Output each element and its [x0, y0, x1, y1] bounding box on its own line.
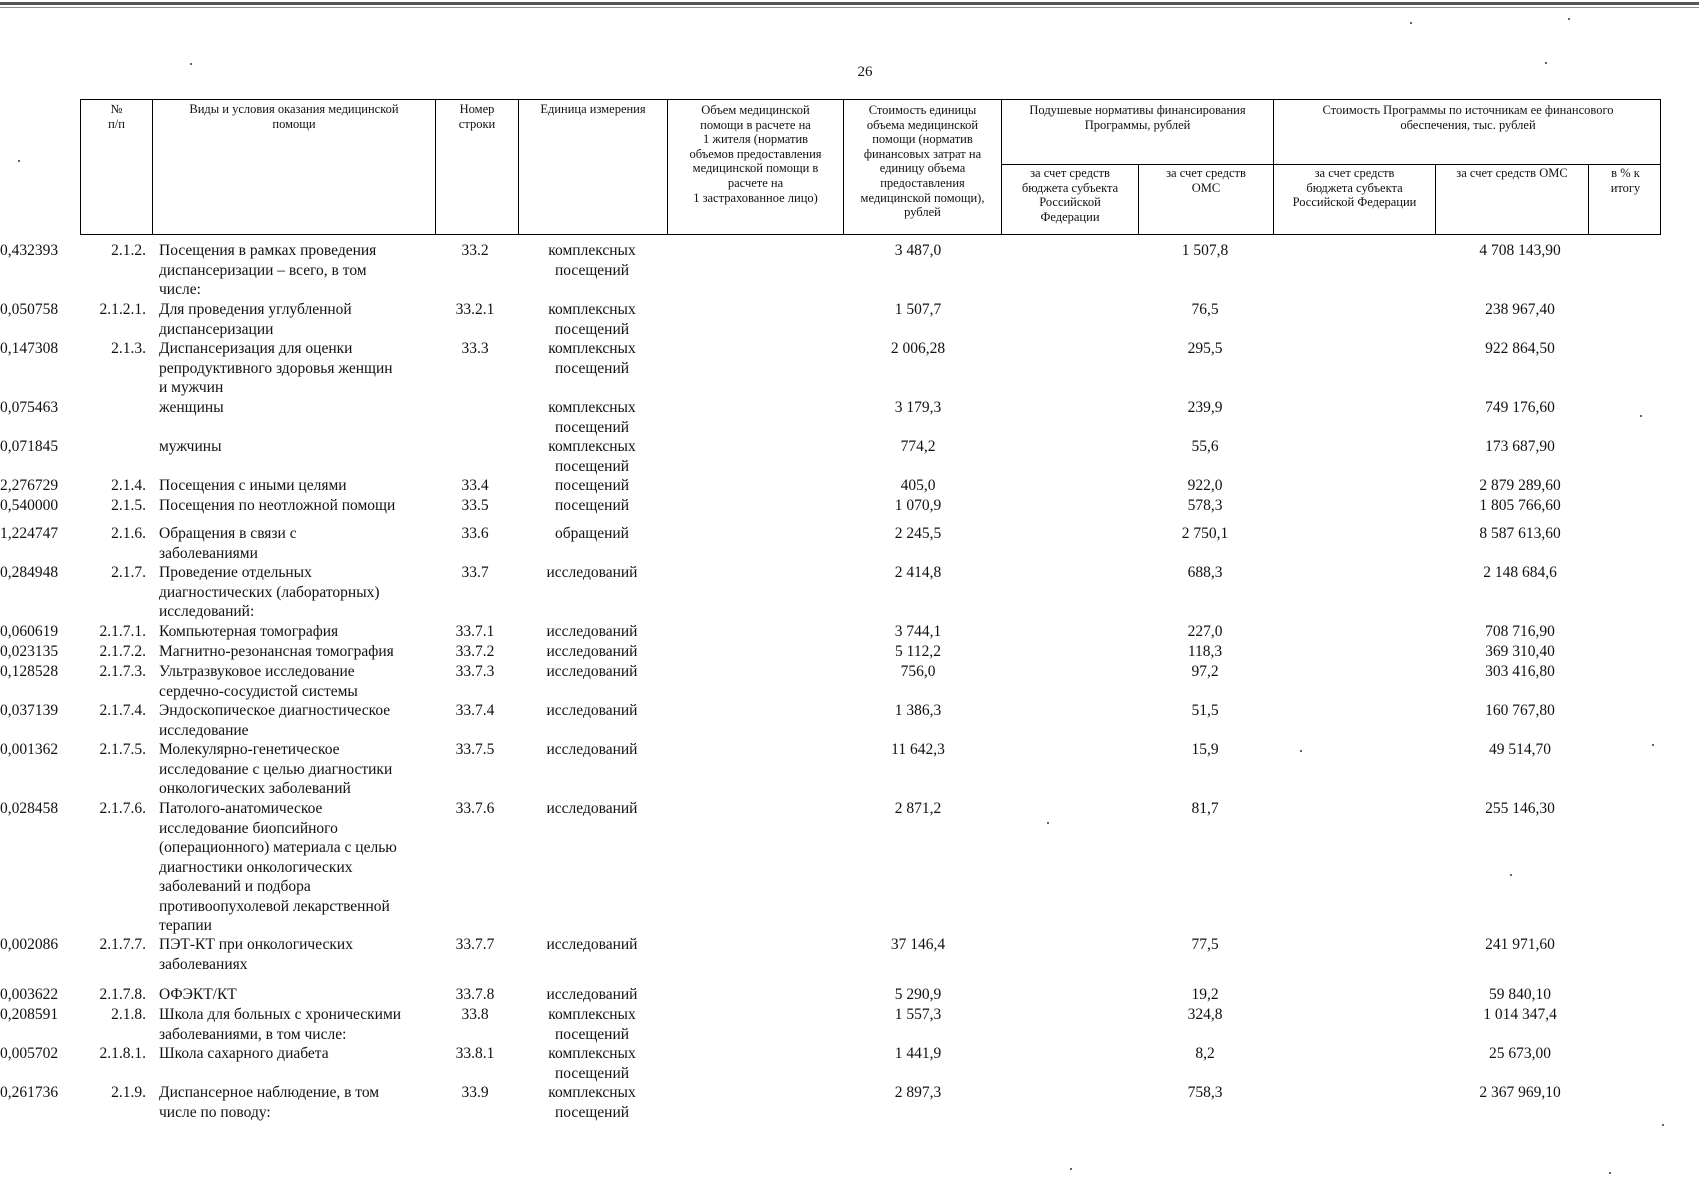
- row-unit-cost: 1 070,9: [894, 497, 942, 514]
- row-program-oms: 238 967,40: [1485, 301, 1555, 318]
- scan-speck: [1545, 62, 1547, 64]
- row-name: ПЭТ-КТ при онкологических заболеваниях: [159, 936, 353, 973]
- row-volume: 0,128528: [0, 663, 59, 680]
- row-number: 2.1.2.1.: [99, 301, 146, 318]
- row-number: 2.1.6.: [111, 525, 146, 542]
- row-name: Посещения с иными целями: [159, 477, 347, 494]
- row-number: 2.1.7.: [111, 564, 146, 581]
- row-per-capita-oms: 19,2: [1191, 986, 1219, 1003]
- row-unit-cost: 3 487,0: [894, 242, 942, 259]
- scan-speck: [1609, 1172, 1611, 1174]
- row-line-number: 33.4: [461, 477, 489, 494]
- row-per-capita-oms: 688,3: [1187, 564, 1223, 581]
- row-volume: 0,003622: [0, 986, 59, 1003]
- row-volume: 0,050758: [0, 301, 59, 318]
- row-number: 2.1.7.2.: [99, 643, 146, 660]
- row-line-number: 33.7.3: [455, 663, 495, 680]
- row-name: Диспансерное наблюдение, в том числе по поводу:: [159, 1084, 380, 1121]
- row-per-capita-oms: 55,6: [1191, 438, 1219, 455]
- scan-speck: [1070, 1168, 1072, 1170]
- row-program-oms: 49 514,70: [1489, 741, 1551, 758]
- row-unit-cost: 11 642,3: [891, 741, 945, 758]
- header-unit: Единица измерения: [540, 102, 646, 116]
- row-program-oms: 922 864,50: [1485, 340, 1555, 357]
- header-per-capita: Подушевые нормативы финансирования Программы, рублей: [1029, 103, 1246, 132]
- scan-speck: [1300, 750, 1302, 752]
- row-number: 2.1.8.1.: [99, 1045, 146, 1062]
- row-program-oms: 255 146,30: [1485, 800, 1555, 817]
- row-unit-cost: 2 871,2: [894, 800, 942, 817]
- row-unit: исследований: [546, 643, 638, 660]
- row-name: Обращения в связи с заболеваниями: [159, 525, 297, 562]
- row-unit: исследований: [546, 564, 638, 581]
- header-volume: Объем медицинской помощи в расчете на 1 жителя (норматив объемов предоставления медицинской помощи в расчете на 1 застрахованное лицо): [689, 103, 822, 205]
- header-per-capita-oms: за счет средств ОМС: [1166, 166, 1246, 195]
- row-line-number: 33.7.2: [455, 643, 495, 660]
- row-number: 2.1.7.3.: [99, 663, 146, 680]
- row-unit: исследований: [546, 623, 638, 640]
- row-program-oms: 2 879 289,60: [1479, 477, 1561, 494]
- row-program-oms: 749 176,60: [1485, 399, 1555, 416]
- row-unit-cost: 2 006,28: [890, 340, 946, 357]
- row-unit: исследований: [546, 663, 638, 680]
- row-per-capita-oms: 77,5: [1191, 936, 1219, 953]
- row-volume: 0,208591: [0, 1006, 59, 1023]
- row-unit-cost: 2 897,3: [894, 1084, 942, 1101]
- row-name: Компьютерная томография: [159, 623, 339, 640]
- row-unit: исследований: [546, 936, 638, 953]
- row-unit: комплексных посещений: [548, 399, 636, 436]
- row-unit-cost: 3 179,3: [894, 399, 942, 416]
- row-unit: комплексных посещений: [548, 1006, 636, 1043]
- row-number: 2.1.7.8.: [99, 986, 146, 1003]
- row-program-oms: 173 687,90: [1485, 438, 1555, 455]
- row-number: 2.1.3.: [111, 340, 146, 357]
- row-per-capita-oms: 578,3: [1187, 497, 1223, 514]
- row-name: ОФЭКТ/КТ: [159, 986, 237, 1003]
- row-program-oms: 1 014 347,4: [1483, 1006, 1557, 1023]
- header-program-budget: за счет средств бюджета субъекта Российской Федерации: [1292, 166, 1417, 210]
- row-line-number: 33.7.7: [455, 936, 495, 953]
- row-number: 2.1.7.1.: [99, 623, 146, 640]
- row-unit: комплексных посещений: [548, 340, 636, 377]
- row-per-capita-oms: 922,0: [1187, 477, 1223, 494]
- row-unit-cost: 5 112,2: [895, 643, 941, 660]
- row-per-capita-oms: 324,8: [1187, 1006, 1223, 1023]
- row-volume: 0,002086: [0, 936, 59, 953]
- row-volume: 0,147308: [0, 340, 59, 357]
- row-unit: комплексных посещений: [548, 1045, 636, 1082]
- row-name: Эндоскопическое диагностическое исследование: [159, 702, 391, 739]
- row-name: Молекулярно-генетическое исследование с целью диагностики онкологических заболеваний: [159, 741, 393, 797]
- row-name: Ультразвуковое исследование сердечно-сосудистой системы: [159, 663, 358, 700]
- row-program-oms: 369 310,40: [1485, 643, 1555, 660]
- row-program-oms: 160 767,80: [1485, 702, 1555, 719]
- row-name: Посещения в рамках проведения диспансеризации – всего, в том числе:: [159, 242, 377, 298]
- row-unit-cost: 1 557,3: [894, 1006, 942, 1023]
- row-program-oms: 25 673,00: [1489, 1045, 1551, 1062]
- row-number: 2.1.9.: [111, 1084, 146, 1101]
- row-volume: 0,037139: [0, 702, 59, 719]
- row-name: Диспансеризация для оценки репродуктивного здоровья женщин и мужчин: [159, 340, 393, 396]
- page-number: 26: [857, 64, 873, 80]
- row-program-oms: 4 708 143,90: [1479, 242, 1561, 259]
- scan-speck: [1410, 22, 1412, 24]
- row-program-oms: 8 587 613,60: [1479, 525, 1561, 542]
- row-unit-cost: 5 290,9: [894, 986, 942, 1003]
- row-number: 2.1.2.: [111, 242, 146, 259]
- row-program-oms: 708 716,90: [1485, 623, 1555, 640]
- header-subdivider: [1001, 164, 1661, 165]
- header-kind: Виды и условия оказания медицинской помощи: [189, 102, 399, 131]
- header-num: № п/п: [108, 102, 125, 131]
- row-per-capita-oms: 15,9: [1191, 741, 1219, 758]
- row-unit: посещений: [554, 477, 630, 494]
- row-per-capita-oms: 81,7: [1191, 800, 1219, 817]
- row-line-number: 33.7.6: [455, 800, 495, 817]
- row-volume: 0,261736: [0, 1084, 59, 1101]
- row-per-capita-oms: 51,5: [1191, 702, 1219, 719]
- row-volume: 2,276729: [0, 477, 59, 494]
- row-per-capita-oms: 295,5: [1187, 340, 1223, 357]
- row-line-number: 33.2.1: [455, 301, 495, 318]
- row-volume: 1,224747: [0, 525, 59, 542]
- row-unit-cost: 37 146,4: [890, 936, 946, 953]
- row-program-oms: 1 805 766,60: [1479, 497, 1561, 514]
- row-name: мужчины: [159, 438, 222, 455]
- row-line-number: 33.3: [461, 340, 489, 357]
- row-unit: исследований: [546, 800, 638, 817]
- row-name: Школа для больных с хроническими заболеваниями, в том числе:: [159, 1006, 402, 1043]
- row-program-oms: 2 148 684,6: [1483, 564, 1557, 581]
- header-line: Номер строки: [458, 102, 496, 131]
- row-per-capita-oms: 118,3: [1187, 643, 1223, 660]
- scan-speck: [190, 63, 192, 65]
- row-line-number: 33.7: [461, 564, 489, 581]
- row-number: 2.1.7.4.: [99, 702, 146, 719]
- row-per-capita-oms: 227,0: [1187, 623, 1223, 640]
- row-number: 2.1.7.7.: [99, 936, 146, 953]
- row-unit: обращений: [555, 525, 629, 542]
- row-unit-cost: 2 414,8: [894, 564, 942, 581]
- row-number: 2.1.4.: [111, 477, 146, 494]
- header-per-capita-budget: за счет средств бюджета субъекта Российской Федерации: [1021, 166, 1119, 224]
- row-line-number: 33.8: [461, 1006, 489, 1023]
- row-volume: 0,540000: [0, 497, 59, 514]
- row-line-number: 33.7.8: [455, 986, 495, 1003]
- row-unit-cost: 405,0: [900, 477, 936, 494]
- row-line-number: 33.7.5: [455, 741, 495, 758]
- row-program-oms: 241 971,60: [1485, 936, 1555, 953]
- row-name: женщины: [159, 399, 224, 416]
- row-per-capita-oms: 76,5: [1191, 301, 1219, 318]
- header-program-pct: в % к итогу: [1610, 166, 1641, 195]
- row-line-number: 33.8.1: [455, 1045, 495, 1062]
- row-line-number: 33.2: [461, 242, 489, 259]
- header-cost: Стоимость единицы объема медицинской помощи (норматив финансовых затрат на единицу объема предоставления медицинской помощи), рублей: [860, 103, 985, 220]
- row-line-number: 33.5: [461, 497, 489, 514]
- scan-speck: [1047, 822, 1049, 824]
- scan-border-top-thin: [0, 7, 1699, 8]
- row-name: Посещения по неотложной помощи: [159, 497, 396, 514]
- row-line-number: 33.7.4: [455, 702, 495, 719]
- row-unit-cost: 756,0: [900, 663, 936, 680]
- row-volume: 0,028458: [0, 800, 59, 817]
- row-unit-cost: 3 744,1: [894, 623, 942, 640]
- row-unit: комплексных посещений: [548, 1084, 636, 1121]
- row-volume: 0,284948: [0, 564, 59, 581]
- row-per-capita-oms: 97,2: [1191, 663, 1219, 680]
- row-number: 2.1.7.6.: [99, 800, 146, 817]
- row-unit: исследований: [546, 702, 638, 719]
- row-number: 2.1.5.: [111, 497, 146, 514]
- row-unit-cost: 1 507,7: [894, 301, 942, 318]
- row-unit-cost: 1 441,9: [894, 1045, 942, 1062]
- row-name: Магнитно-резонансная томография: [159, 643, 394, 660]
- row-number: 2.1.7.5.: [99, 741, 146, 758]
- scan-speck: [1640, 415, 1642, 417]
- row-per-capita-oms: 2 750,1: [1181, 525, 1229, 542]
- row-per-capita-oms: 758,3: [1187, 1084, 1223, 1101]
- row-line-number: 33.7.1: [455, 623, 495, 640]
- row-name: Проведение отдельных диагностических (лабораторных) исследований:: [159, 564, 380, 620]
- scan-speck: [1568, 18, 1570, 20]
- row-line-number: 33.9: [461, 1084, 489, 1101]
- row-volume: 0,071845: [0, 438, 59, 455]
- row-per-capita-oms: 1 507,8: [1181, 242, 1229, 259]
- row-name: Для проведения углубленной диспансеризации: [159, 301, 352, 338]
- scan-speck: [1662, 1124, 1664, 1126]
- row-unit-cost: 1 386,3: [894, 702, 942, 719]
- row-per-capita-oms: 8,2: [1195, 1045, 1215, 1062]
- row-unit: исследований: [546, 741, 638, 758]
- row-program-oms: 59 840,10: [1489, 986, 1551, 1003]
- row-name: Патолого-анатомическое исследование биопсийного (операционного) материала с целью диагностики онкологических заболеваний и подбора противоопухолевой лекарственной терапии: [159, 800, 397, 934]
- table-header: [80, 99, 1661, 235]
- row-name: Школа сахарного диабета: [159, 1045, 329, 1062]
- row-program-oms: 2 367 969,10: [1479, 1084, 1561, 1101]
- row-unit: комплексных посещений: [548, 438, 636, 475]
- row-unit-cost: 2 245,5: [894, 525, 942, 542]
- row-unit: посещений: [554, 497, 630, 514]
- row-volume: 0,001362: [0, 741, 59, 758]
- row-line-number: 33.6: [461, 525, 489, 542]
- scan-speck: [1510, 874, 1512, 876]
- scan-border-top: [0, 2, 1699, 5]
- row-per-capita-oms: 239,9: [1187, 399, 1223, 416]
- row-volume: 0,075463: [0, 399, 59, 416]
- row-program-oms: 303 416,80: [1485, 663, 1555, 680]
- header-program-cost: Стоимость Программы по источникам ее финансового обеспечения, тыс. рублей: [1322, 103, 1614, 132]
- scan-speck: [18, 160, 20, 162]
- row-unit-cost: 774,2: [900, 438, 936, 455]
- row-volume: 0,432393: [0, 242, 59, 259]
- row-volume: 0,005702: [0, 1045, 59, 1062]
- row-unit: комплексных посещений: [548, 301, 636, 338]
- row-volume: 0,060619: [0, 623, 59, 640]
- header-divider: [518, 100, 519, 234]
- row-unit: исследований: [546, 986, 638, 1003]
- row-unit: комплексных посещений: [548, 242, 636, 279]
- row-volume: 0,023135: [0, 643, 59, 660]
- header-program-oms: за счет средств ОМС: [1456, 166, 1568, 180]
- scan-speck: [1652, 744, 1654, 746]
- row-number: 2.1.8.: [111, 1006, 146, 1023]
